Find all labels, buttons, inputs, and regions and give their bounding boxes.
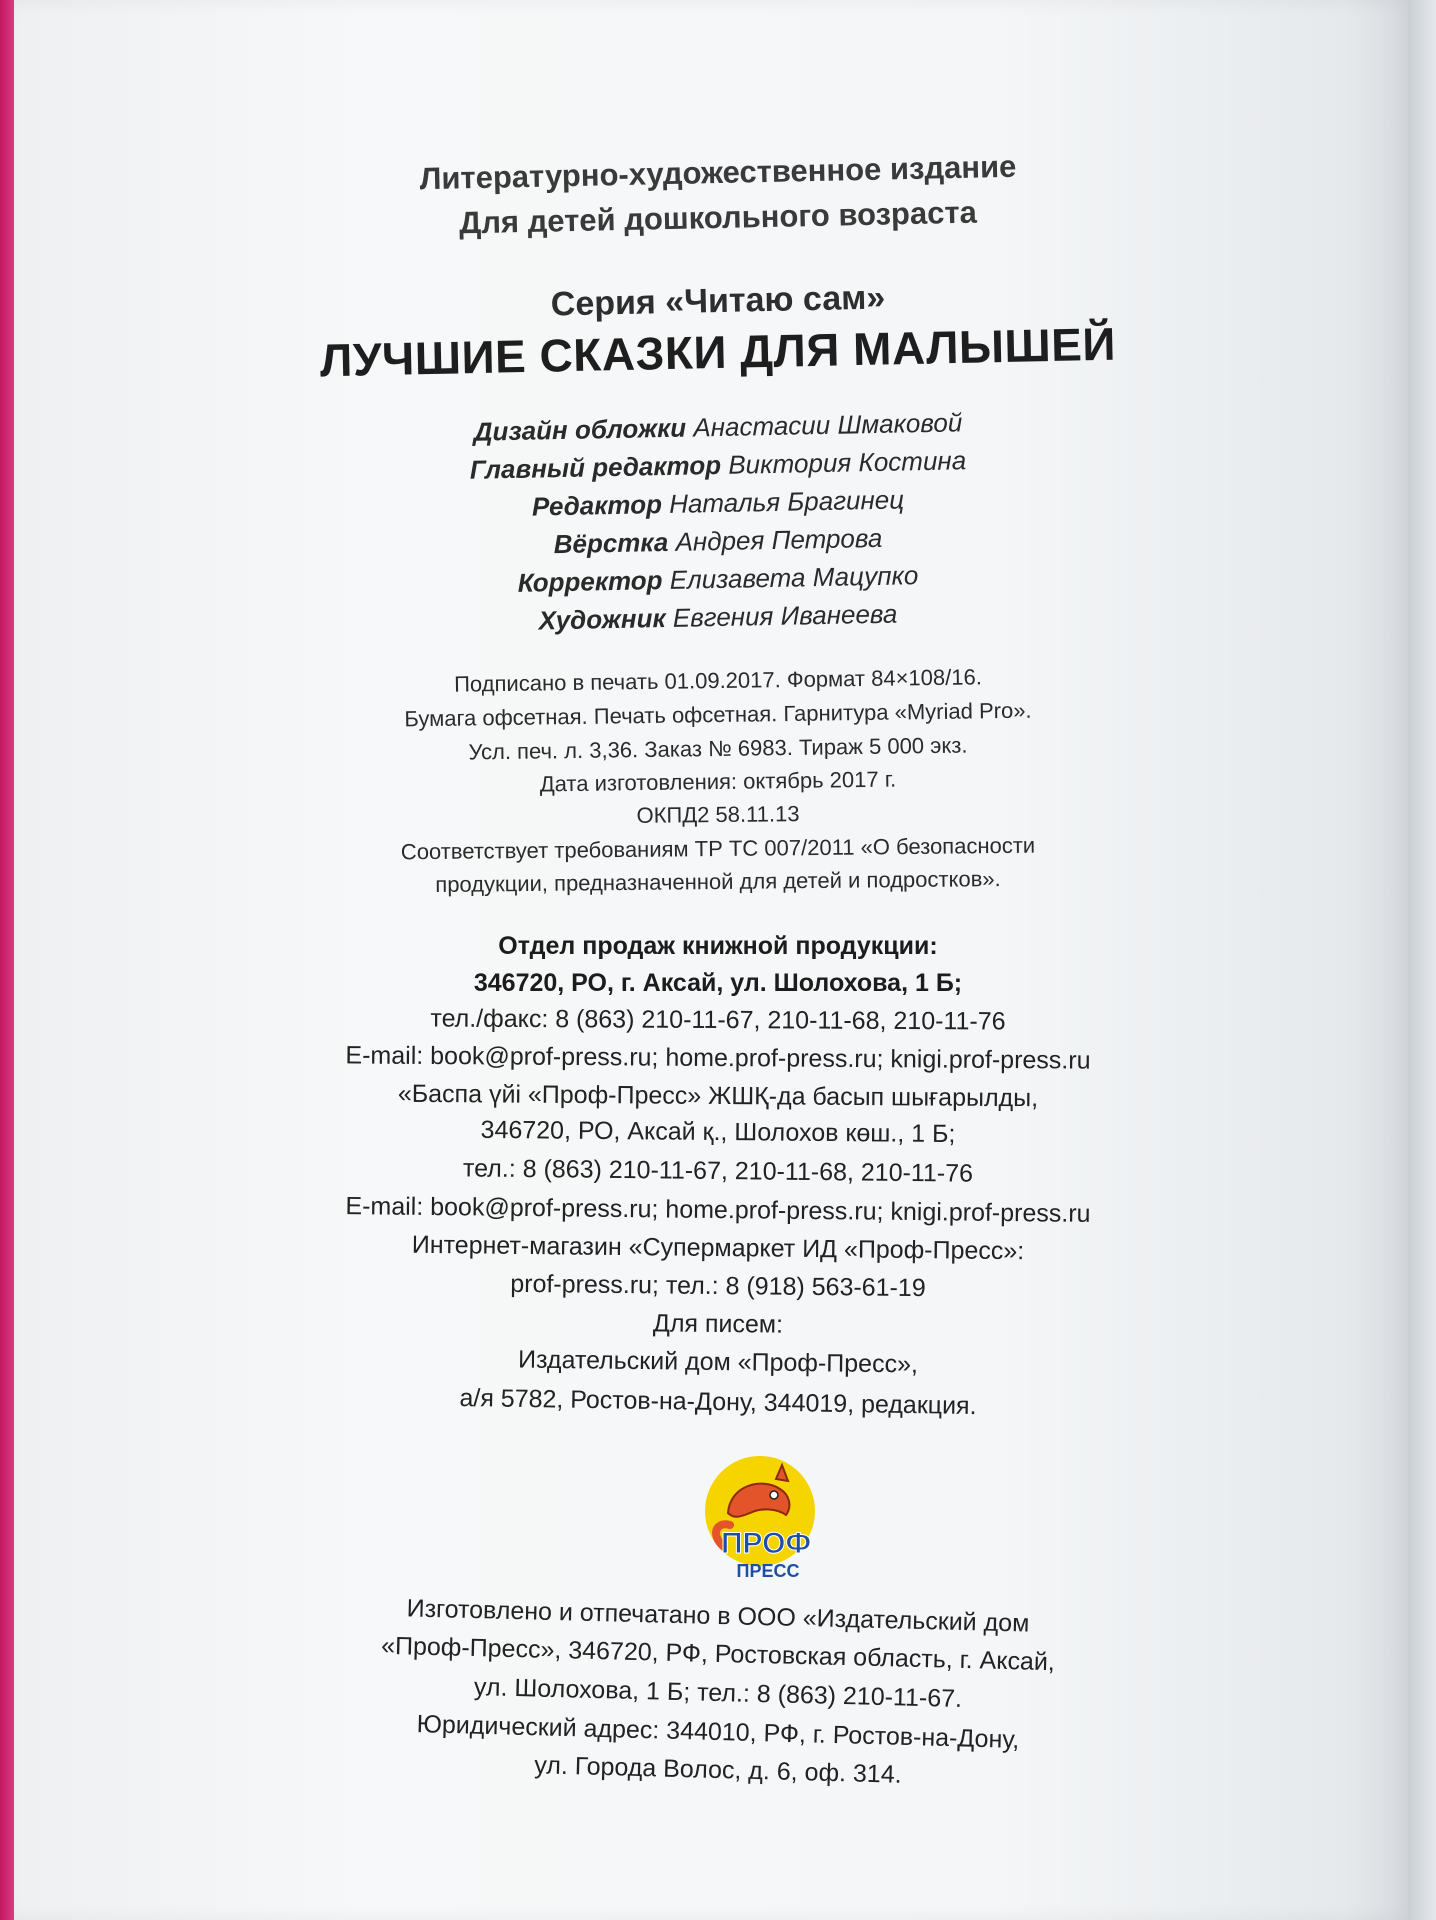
- contact-line: prof-press.ru; тел.: 8 (918) 563-61-19: [510, 1269, 926, 1303]
- credit-role: Редактор: [531, 489, 663, 522]
- credit-role: Дизайн обложки: [473, 412, 687, 447]
- credit-name: Андрея Петрова: [675, 522, 883, 557]
- footer-line: ул. Города Волос, д. 6, оф. 314.: [534, 1751, 903, 1789]
- credit-name: Евгения Иванеева: [672, 598, 898, 633]
- credit-role: Вёрстка: [553, 526, 669, 560]
- credit-name: Елизавета Мацупко: [669, 560, 919, 595]
- series-name: Серия «Читаю сам»: [550, 278, 886, 324]
- footer-line: «Проф-Пресс», 346720, РФ, Ростовская область, г. Аксай,: [380, 1631, 1056, 1677]
- imprint-line: Соответствует требованиям ТР ТС 007/2011 «О безопасности: [400, 832, 1036, 865]
- logo-word-prof: ПРОФ: [720, 1527, 812, 1560]
- imprint-line: продукции, предназначенной для детей и подростков».: [435, 866, 1001, 897]
- logo-word-press: ПРЕСС: [736, 1561, 800, 1581]
- credit-name: Наталья Брагинец: [668, 484, 905, 519]
- sales-address: 346720, РО, г. Аксай, ул. Шолохова, 1 Б;: [473, 969, 963, 997]
- imprint-line: Дата изготовления: октябрь 2017 г.: [539, 766, 897, 797]
- contact-line: Для писем:: [652, 1309, 784, 1339]
- contact-line: E-mail: book@prof-press.ru; home.prof-press.ru; knigi.prof-press.ru: [345, 1192, 1091, 1228]
- edition-type: Литературно-художественное издание: [419, 148, 1017, 197]
- footer-line: Изготовлено и отпечатано в ООО «Издательский дом: [406, 1594, 1030, 1638]
- imprint-line: ОКПД2 58.11.13: [636, 801, 800, 828]
- prof-press-logo: [700, 1455, 830, 1585]
- contact-line: а/я 5782, Ростов-на-Дону, 344019, редакция.: [459, 1383, 977, 1421]
- contact-line: тел.: 8 (863) 210-11-67, 210-11-68, 210-11-76: [462, 1154, 974, 1188]
- contact-line: Издательский дом «Проф-Пресс»,: [517, 1345, 919, 1379]
- imprint-line: Бумага офсетная. Печать офсетная. Гарнитура «Myriad Pro».: [404, 697, 1032, 732]
- credit-role: Главный редактор: [469, 449, 722, 485]
- contact-line: 346720, РО, Аксай қ., Шолохов көш., 1 Б;: [480, 1115, 956, 1149]
- credit-role: Корректор: [517, 565, 663, 598]
- credit-name: Виктория Костина: [727, 445, 967, 480]
- contact-line: Интернет-магазин «Супермаркет ИД «Проф-Пресс»:: [411, 1230, 1025, 1266]
- age-group: Для детей дошкольного возраста: [458, 194, 978, 241]
- contact-line: E-mail: book@prof-press.ru; home.prof-press.ru; knigi.prof-press.ru: [345, 1041, 1091, 1075]
- fox-eye: [770, 1491, 778, 1499]
- footer-line: Юридический адрес: 344010, РФ, г. Ростов-на-Дону,: [416, 1710, 1020, 1754]
- imprint-line: Подписано в печать 01.09.2017. Формат 84×108/16.: [453, 664, 983, 697]
- contact-line: «Баспа үйі «Проф-Пресс» ЖШҚ-да басып шығарылды,: [397, 1079, 1039, 1113]
- sales-heading: Отдел продаж книжной продукции:: [498, 932, 938, 960]
- credit-name: Анастасии Шмаковой: [693, 407, 963, 443]
- credit-role: Художник: [538, 603, 666, 636]
- imprint-line: Усл. печ. л. 3,36. Заказ № 6983. Тираж 5 000 экз.: [468, 732, 968, 765]
- contact-line: тел./факс: 8 (863) 210-11-67, 210-11-68, 210-11-76: [430, 1004, 1006, 1036]
- footer-line: ул. Шолохова, 1 Б; тел.: 8 (863) 210-11-67.: [473, 1673, 963, 1713]
- book-title: ЛУЧШИЕ СКАЗКИ ДЛЯ МАЛЫШЕЙ: [319, 317, 1117, 387]
